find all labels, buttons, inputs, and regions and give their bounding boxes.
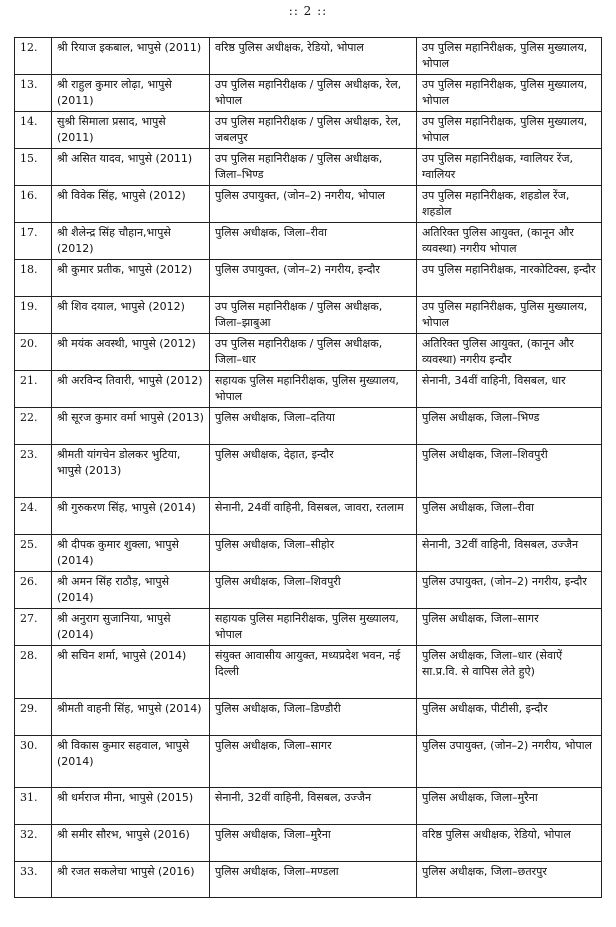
new-posting-cell: उप पुलिस महानिरीक्षक, ग्वालियर रेंज, ग्वालियर: [417, 149, 602, 186]
current-posting-cell: पुलिस अधीक्षक, जिला–मण्डला: [210, 862, 417, 898]
table-row: [15, 38, 602, 75]
new-posting-cell: पुलिस अधीक्षक, जिला–भिण्ड: [417, 408, 602, 445]
new-posting-cell: उप पुलिस महानिरीक्षक, पुलिस मुख्यालय, भोपाल: [417, 38, 602, 75]
table-row: [15, 609, 602, 646]
new-posting-cell: पुलिस उपायुक्त, (जोन–2) नगरीय, भोपाल: [417, 736, 602, 788]
officer-name-cell: श्री दीपक कुमार शुक्ला, भापुसे (2014): [52, 535, 210, 572]
new-posting-cell: उप पुलिस महानिरीक्षक, शहडोल रेंज, शहडोल: [417, 186, 602, 223]
officer-name-cell: श्री अनुराग सुजानिया, भापुसे (2014): [52, 609, 210, 646]
table-row: [15, 646, 602, 699]
serial-number-cell: 23.: [15, 445, 52, 498]
current-posting-cell: पुलिस अधीक्षक, जिला–मुरैना: [210, 825, 417, 862]
table-row: [15, 408, 602, 445]
officer-name-cell: श्री रजत सकलेचा भापुसे (2016): [52, 862, 210, 898]
current-posting-cell: उप पुलिस महानिरीक्षक / पुलिस अधीक्षक, जिला–धार: [210, 334, 417, 371]
new-posting-cell: पुलिस अधीक्षक, जिला–धार (सेवाऐं सा.प्र.वि. से वापिस लेते हुऐ): [417, 646, 602, 699]
new-posting-cell: पुलिस अधीक्षक, जिला–सागर: [417, 609, 602, 646]
serial-number-cell: 14.: [15, 112, 52, 149]
officer-name-cell: श्री रियाज इकबाल, भापुसे (2011): [52, 38, 210, 75]
table-row: [15, 699, 602, 736]
table-row: [15, 862, 602, 898]
page-number: :: 2 ::: [288, 4, 328, 18]
current-posting-cell: सेनानी, 32वीं वाहिनी, विसबल, उज्जैन: [210, 788, 417, 825]
new-posting-cell: पुलिस अधीक्षक, जिला–शिवपुरी: [417, 445, 602, 498]
current-posting-cell: सहायक पुलिस महानिरीक्षक, पुलिस मुख्यालय, भोपाल: [210, 609, 417, 646]
serial-number-cell: 31.: [15, 788, 52, 825]
serial-number-cell: 24.: [15, 498, 52, 535]
serial-number-cell: 17.: [15, 223, 52, 260]
officer-name-cell: श्रीमती यांगचेन डोलकर भुटिया, भापुसे (2013): [52, 445, 210, 498]
serial-number-cell: 15.: [15, 149, 52, 186]
new-posting-cell: सेनानी, 34वीं वाहिनी, विसबल, धार: [417, 371, 602, 408]
serial-number-cell: 33.: [15, 862, 52, 898]
new-posting-cell: अतिरिक्त पुलिस आयुक्त, (कानून और व्यवस्था) नगरीय भोपाल: [417, 223, 602, 260]
new-posting-cell: उप पुलिस महानिरीक्षक, पुलिस मुख्यालय, भोपाल: [417, 297, 602, 334]
table-row: [15, 223, 602, 260]
officer-name-cell: श्री राहुल कुमार लोढ़ा, भापुसे (2011): [52, 75, 210, 112]
table-row: [15, 149, 602, 186]
officer-name-cell: श्री अमन सिंह राठौड़, भापुसे (2014): [52, 572, 210, 609]
serial-number-cell: 30.: [15, 736, 52, 788]
serial-number-cell: 32.: [15, 825, 52, 862]
officer-name-cell: श्री मयंक अवस्थी, भापुसे (2012): [52, 334, 210, 371]
new-posting-cell: उप पुलिस महानिरीक्षक, नारकोटिक्स, इन्दौर: [417, 260, 602, 297]
new-posting-cell: उप पुलिस महानिरीक्षक, पुलिस मुख्यालय, भोपाल: [417, 112, 602, 149]
serial-number-cell: 20.: [15, 334, 52, 371]
table-row: [15, 498, 602, 535]
current-posting-cell: पुलिस अधीक्षक, जिला–सागर: [210, 736, 417, 788]
officer-name-cell: श्रीमती वाहनी सिंह, भापुसे (2014): [52, 699, 210, 736]
serial-number-cell: 26.: [15, 572, 52, 609]
new-posting-cell: उप पुलिस महानिरीक्षक, पुलिस मुख्यालय, भोपाल: [417, 75, 602, 112]
serial-number-cell: 29.: [15, 699, 52, 736]
current-posting-cell: पुलिस अधीक्षक, जिला–रीवा: [210, 223, 417, 260]
table-row: [15, 371, 602, 408]
serial-number-cell: 12.: [15, 38, 52, 75]
table-row: [15, 535, 602, 572]
officer-name-cell: श्री सचिन शर्मा, भापुसे (2014): [52, 646, 210, 699]
officer-name-cell: श्री कुमार प्रतीक, भापुसे (2012): [52, 260, 210, 297]
new-posting-cell: पुलिस अधीक्षक, जिला–मुरैना: [417, 788, 602, 825]
new-posting-cell: पुलिस उपायुक्त, (जोन–2) नगरीय, इन्दौर: [417, 572, 602, 609]
new-posting-cell: अतिरिक्त पुलिस आयुक्त, (कानून और व्यवस्था) नगरीय इन्दौर: [417, 334, 602, 371]
officer-name-cell: श्री धर्मराज मीना, भापुसे (2015): [52, 788, 210, 825]
table-row: [15, 445, 602, 498]
table-row: [15, 334, 602, 371]
serial-number-cell: 21.: [15, 371, 52, 408]
serial-number-cell: 18.: [15, 260, 52, 297]
table-row: [15, 788, 602, 825]
officer-name-cell: श्री शैलेन्द्र सिंह चौहान,भापुसे (2012): [52, 223, 210, 260]
new-posting-cell: पुलिस अधीक्षक, जिला–छतरपुर: [417, 862, 602, 898]
officer-name-cell: श्री समीर सौरभ, भापुसे (2016): [52, 825, 210, 862]
new-posting-cell: पुलिस अधीक्षक, जिला–रीवा: [417, 498, 602, 535]
transfer-orders-body: [15, 38, 602, 898]
current-posting-cell: उप पुलिस महानिरीक्षक / पुलिस अधीक्षक, जिला–भिण्ड: [210, 149, 417, 186]
transfer-orders-table: [14, 37, 602, 898]
current-posting-cell: उप पुलिस महानिरीक्षक / पुलिस अधीक्षक, रेल, भोपाल: [210, 75, 417, 112]
officer-name-cell: श्री शिव दयाल, भापुसे (2012): [52, 297, 210, 334]
current-posting-cell: सहायक पुलिस महानिरीक्षक, पुलिस मुख्यालय, भोपाल: [210, 371, 417, 408]
table-row: [15, 825, 602, 862]
table-row: [15, 75, 602, 112]
new-posting-cell: पुलिस अधीक्षक, पीटीसी, इन्दौर: [417, 699, 602, 736]
serial-number-cell: 27.: [15, 609, 52, 646]
current-posting-cell: पुलिस अधीक्षक, जिला–सीहोर: [210, 535, 417, 572]
current-posting-cell: संयुक्त आवासीय आयुक्त, मध्यप्रदेश भवन, नई दिल्ली: [210, 646, 417, 699]
current-posting-cell: पुलिस अधीक्षक, जिला–डिण्डौरी: [210, 699, 417, 736]
table-row: [15, 112, 602, 149]
officer-name-cell: श्री सूरज कुमार वर्मा भापुसे (2013): [52, 408, 210, 445]
current-posting-cell: पुलिस उपायुक्त, (जोन–2) नगरीय, इन्दौर: [210, 260, 417, 297]
officer-name-cell: श्री विकास कुमार सहवाल, भापुसे (2014): [52, 736, 210, 788]
officer-name-cell: श्री अरविन्द तिवारी, भापुसे (2012): [52, 371, 210, 408]
table-row: [15, 260, 602, 297]
current-posting-cell: पुलिस अधीक्षक, देहात, इन्दौर: [210, 445, 417, 498]
current-posting-cell: सेनानी, 24वीं वाहिनी, विसबल, जावरा, रतलाम: [210, 498, 417, 535]
current-posting-cell: उप पुलिस महानिरीक्षक / पुलिस अधीक्षक, रेल, जबलपुर: [210, 112, 417, 149]
table-row: [15, 297, 602, 334]
serial-number-cell: 19.: [15, 297, 52, 334]
current-posting-cell: वरिष्ठ पुलिस अधीक्षक, रेडियो, भोपाल: [210, 38, 417, 75]
serial-number-cell: 16.: [15, 186, 52, 223]
current-posting-cell: पुलिस अधीक्षक, जिला–शिवपुरी: [210, 572, 417, 609]
current-posting-cell: पुलिस उपायुक्त, (जोन–2) नगरीय, भोपाल: [210, 186, 417, 223]
new-posting-cell: वरिष्ठ पुलिस अधीक्षक, रेडियो, भोपाल: [417, 825, 602, 862]
serial-number-cell: 13.: [15, 75, 52, 112]
current-posting-cell: पुलिस अधीक्षक, जिला–दतिया: [210, 408, 417, 445]
officer-name-cell: सुश्री सिमाला प्रसाद, भापुसे (2011): [52, 112, 210, 149]
officer-name-cell: श्री असित यादव, भापुसे (2011): [52, 149, 210, 186]
table-row: [15, 186, 602, 223]
serial-number-cell: 22.: [15, 408, 52, 445]
serial-number-cell: 28.: [15, 646, 52, 699]
new-posting-cell: सेनानी, 32वीं वाहिनी, विसबल, उज्जैन: [417, 535, 602, 572]
serial-number-cell: 25.: [15, 535, 52, 572]
table-row: [15, 572, 602, 609]
table-row: [15, 736, 602, 788]
officer-name-cell: श्री विवेक सिंह, भापुसे (2012): [52, 186, 210, 223]
current-posting-cell: उप पुलिस महानिरीक्षक / पुलिस अधीक्षक, जिला–झाबुआ: [210, 297, 417, 334]
officer-name-cell: श्री गुरुकरण सिंह, भापुसे (2014): [52, 498, 210, 535]
